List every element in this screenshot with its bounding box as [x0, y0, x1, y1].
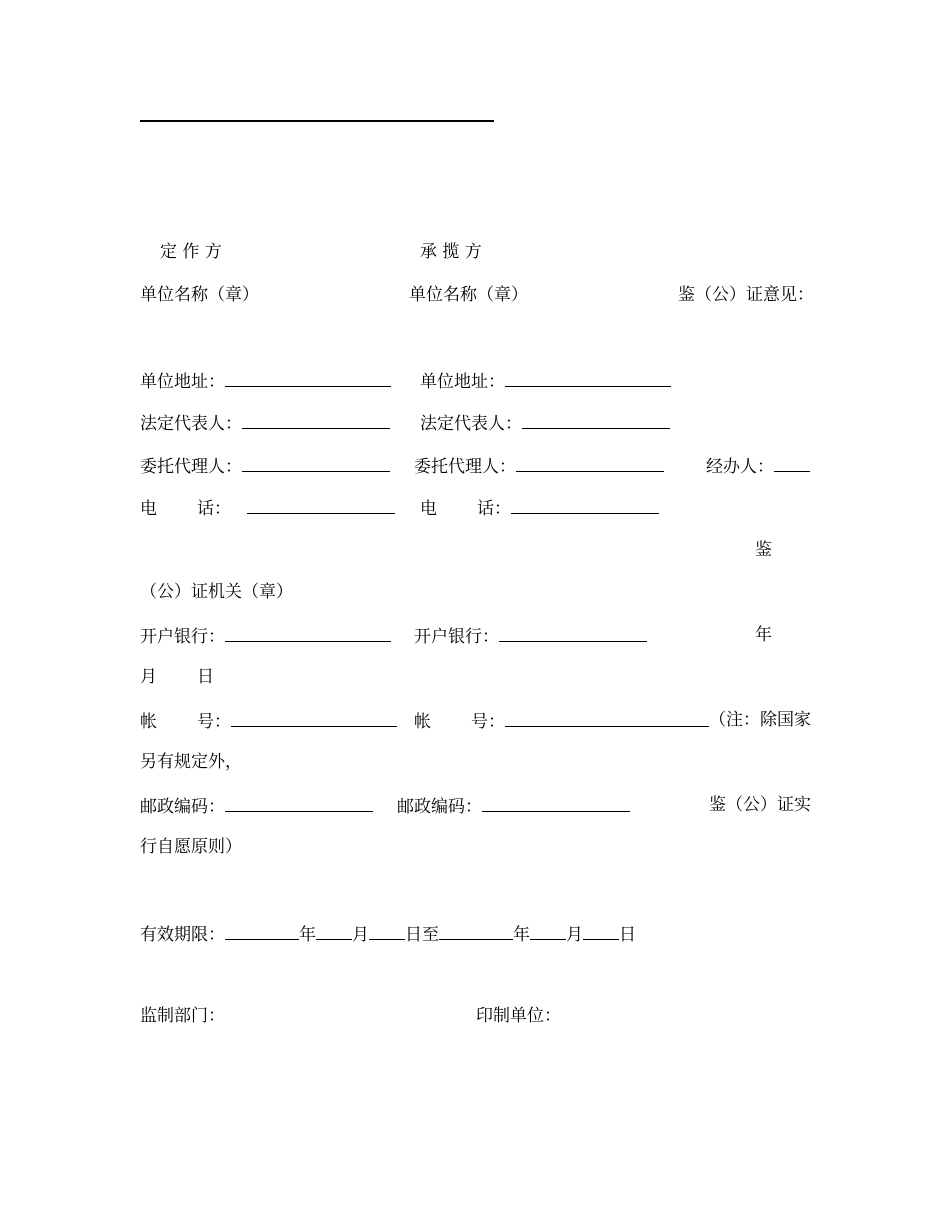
orderer-account-row	[140, 710, 397, 732]
contractor-address-label: 单位地址：	[420, 372, 505, 392]
handler-row	[706, 455, 810, 477]
handler-label: 经办人：	[706, 457, 774, 477]
contractor-bank-row	[414, 625, 647, 647]
orderer-account-field[interactable]	[231, 710, 397, 727]
contractor-agent-row	[414, 455, 664, 477]
contractor-account-label-a: 帐	[414, 712, 431, 732]
orderer-postcode-label: 邮政编码：	[140, 797, 225, 817]
contractor-account-row	[414, 710, 709, 732]
validity-end-month-label: 月	[566, 925, 583, 945]
orderer-bank-row	[140, 625, 391, 647]
validity-end-day-label: 日	[619, 925, 636, 945]
notary-month-label: 月	[140, 667, 157, 687]
top-rule	[140, 120, 494, 122]
validity-end-year-field[interactable]	[439, 923, 513, 940]
validity-start-year-field[interactable]	[225, 923, 299, 940]
orderer-agent-label: 委托代理人：	[140, 457, 242, 477]
contractor-legal-rep-row	[420, 412, 670, 434]
orderer-bank-label: 开户银行：	[140, 627, 225, 647]
contractor-phone-row	[420, 497, 659, 519]
orderer-agent-row	[140, 455, 390, 477]
orderer-title: 定 作 方	[160, 242, 222, 262]
orderer-account-label-a: 帐	[140, 712, 157, 732]
validity-end-day-field[interactable]	[583, 923, 619, 940]
validity-start-month-label: 月	[352, 925, 369, 945]
notary-opinion-label: 鉴（公）证意见：	[678, 285, 814, 305]
notary-day-label: 日	[197, 667, 214, 687]
validity-label: 有效期限：	[140, 925, 225, 945]
orderer-phone-field[interactable]	[247, 497, 395, 514]
contractor-postcode-field[interactable]	[482, 795, 630, 812]
contractor-account-field[interactable]	[505, 710, 709, 727]
supervisor-label: 监制部门：	[140, 1006, 225, 1026]
validity-start-year-label: 年	[299, 925, 316, 945]
contractor-address-field[interactable]	[505, 370, 671, 387]
notary-year-label: 年	[755, 625, 772, 645]
contractor-phone-label-a: 电	[420, 499, 437, 519]
orderer-legal-rep-label: 法定代表人：	[140, 414, 242, 434]
validity-start-day-field[interactable]	[369, 923, 405, 940]
contractor-bank-label: 开户银行：	[414, 627, 499, 647]
orderer-agent-field[interactable]	[242, 455, 390, 472]
orderer-address-label: 单位地址：	[140, 372, 225, 392]
contractor-postcode-row	[397, 795, 630, 817]
orderer-address-row	[140, 370, 391, 392]
contractor-title: 承 揽 方	[420, 242, 482, 262]
validity-end-year-label: 年	[513, 925, 530, 945]
orderer-account-label-b: 号：	[197, 712, 231, 732]
handler-field[interactable]	[774, 455, 810, 472]
contractor-agent-field[interactable]	[516, 455, 664, 472]
orderer-phone-label-b: 话：	[197, 499, 231, 519]
contractor-agent-label: 委托代理人：	[414, 457, 516, 477]
orderer-unit-name-label: 单位名称（章）	[140, 285, 259, 305]
printer-label: 印制单位：	[476, 1006, 561, 1026]
contractor-phone-field[interactable]	[511, 497, 659, 514]
orderer-address-field[interactable]	[225, 370, 391, 387]
contractor-legal-rep-field[interactable]	[522, 412, 670, 429]
note-continued: 另有规定外，	[140, 752, 242, 772]
contractor-unit-name-label: 单位名称（章）	[409, 285, 528, 305]
notary-char: 鉴	[755, 540, 772, 560]
validity-end-month-field[interactable]	[530, 923, 566, 940]
contractor-bank-field[interactable]	[499, 625, 647, 642]
orderer-phone-label-a: 电	[140, 499, 157, 519]
orderer-phone-row	[140, 497, 395, 519]
contractor-address-row	[420, 370, 671, 392]
orderer-postcode-row	[140, 795, 373, 817]
orderer-bank-field[interactable]	[225, 625, 391, 642]
contractor-account-label-b: 号：	[471, 712, 505, 732]
validity-to-label: 日至	[405, 925, 439, 945]
orderer-legal-rep-row	[140, 412, 390, 434]
contractor-postcode-label: 邮政编码：	[397, 797, 482, 817]
orderer-legal-rep-field[interactable]	[242, 412, 390, 429]
note-start: （注：除国家	[709, 710, 811, 730]
orderer-postcode-field[interactable]	[225, 795, 373, 812]
validity-row	[140, 923, 636, 945]
note-end: 行自愿原则）	[140, 837, 242, 857]
contractor-phone-label-b: 话：	[477, 499, 511, 519]
notary-office-label: （公）证机关（章）	[140, 582, 293, 602]
note-voluntary: 鉴（公）证实	[709, 795, 811, 815]
validity-start-month-field[interactable]	[316, 923, 352, 940]
contractor-legal-rep-label: 法定代表人：	[420, 414, 522, 434]
